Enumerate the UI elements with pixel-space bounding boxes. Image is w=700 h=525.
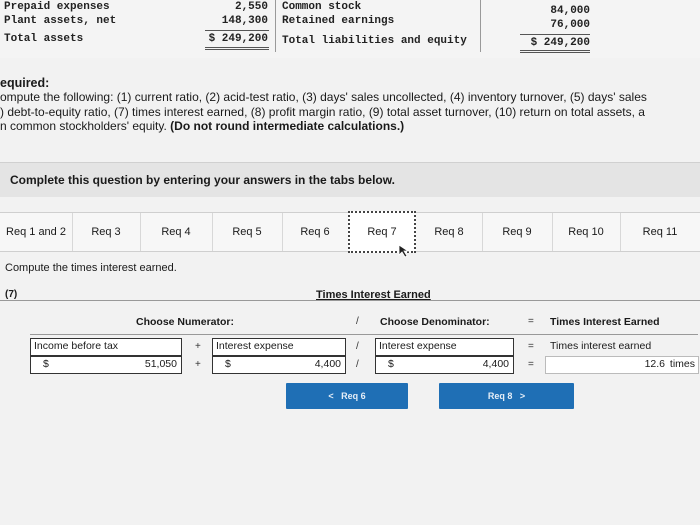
income-value: 51,050 [144, 358, 177, 370]
chevron-right-icon: > [519, 391, 526, 401]
required-line-3 [0, 119, 700, 134]
bs-row-1 [0, 0, 700, 15]
required-line-3-text: n common stockholders' equity. [0, 119, 167, 133]
instruction-bar [0, 162, 700, 197]
bs-left-value: 148,300 [221, 15, 268, 27]
tab-req-9[interactable]: Req 9 [482, 213, 553, 251]
tab-req-11[interactable]: Req 11 [642, 226, 678, 238]
tab-req-5[interactable]: Req 5 [212, 213, 283, 251]
required-line-1: ompute the following: (1) current ratio, (2) acid-test ratio, (3) days' sales uncollected, (4) inventory turnover, (5) days' sales [0, 90, 647, 104]
divide-symbol: / [356, 341, 359, 352]
numerator-select-2-label: Interest expense [216, 340, 294, 352]
balance-sheet [0, 0, 700, 58]
divide-symbol: / [356, 359, 359, 370]
interest-denominator-value: 4,400 [482, 358, 509, 370]
result-value: 12.6 [644, 358, 665, 370]
panel-title: Times Interest Earned [316, 289, 431, 301]
bs-left-value: 2,550 [234, 1, 268, 13]
required-heading: equired: [0, 76, 50, 90]
chevron-left-icon: < [328, 391, 334, 401]
plus-symbol: + [195, 359, 201, 370]
tab-req-6[interactable]: Req 6 [282, 213, 349, 251]
result-header: Times Interest Earned [550, 316, 660, 328]
tab-bar [0, 212, 700, 252]
tab-req-7[interactable]: Req 7 [348, 211, 416, 253]
next-req-label: Req 8 [487, 391, 513, 401]
bs-left-label: Prepaid expenses [4, 1, 110, 13]
tab-req-4[interactable]: Req 4 [140, 213, 213, 251]
part-number: (7) [5, 289, 18, 300]
bs-left-label: Plant assets, net [4, 15, 117, 27]
bs-right-value: 84,000 [550, 5, 590, 17]
bs-right-label: Common stock [282, 1, 362, 13]
bs-left-value: $ 249,200 [208, 33, 268, 45]
result-unit: times [669, 358, 695, 370]
interest-numerator-value: 4,400 [314, 358, 341, 370]
bs-left-label: Total assets [4, 33, 84, 45]
plus-symbol: + [195, 341, 201, 352]
numerator-select-1-label: Income before tax [34, 340, 119, 352]
question-prompt: Compute the times interest earned. [5, 262, 177, 274]
tab-req-8[interactable]: Req 8 [416, 213, 483, 251]
instruction-text: Complete this question by entering your answers in the tabs below. [10, 173, 395, 187]
bs-right-value: 76,000 [550, 19, 590, 31]
numerator-select-2[interactable] [212, 338, 346, 356]
equals-symbol: = [528, 341, 534, 352]
bs-right-value: $ 249,200 [530, 37, 590, 49]
required-note: (Do not round intermediate calculations.) [170, 119, 405, 133]
dollar-sign: $ [43, 358, 49, 370]
result-label: Times interest earned [550, 340, 652, 352]
required-text [0, 90, 700, 134]
required-line-2: ) debt-to-equity ratio, (7) times interest earned, (8) profit margin ratio, (9) total asset turnover, (10) return on total assets, a [0, 104, 645, 119]
answer-panel [0, 286, 700, 386]
dollar-sign: $ [225, 358, 231, 370]
bs-row-2 [0, 14, 700, 29]
denominator-select-label: Interest expense [379, 340, 457, 352]
numerator-header: Choose Numerator: [136, 316, 235, 328]
tab-req-3[interactable]: Req 3 [72, 213, 141, 251]
divide-symbol: / [356, 316, 359, 327]
income-input[interactable] [30, 356, 182, 374]
bs-right-label: Total liabilities and equity [282, 35, 467, 47]
numerator-select-1[interactable] [30, 338, 182, 356]
bs-right-label: Retained earnings [282, 15, 395, 27]
equals-symbol: = [528, 316, 534, 327]
tab-req-1-and-2[interactable]: Req 1 and 2 [0, 213, 73, 251]
denominator-header: Choose Denominator: [380, 316, 490, 328]
interest-numerator-input[interactable] [212, 356, 346, 374]
prev-req-button[interactable] [286, 383, 408, 409]
dollar-sign: $ [388, 358, 394, 370]
result-output [545, 356, 699, 374]
equals-symbol: = [528, 359, 534, 370]
prev-req-label: Req 6 [341, 391, 366, 401]
denominator-select[interactable] [375, 338, 514, 356]
interest-denominator-input[interactable] [375, 356, 514, 374]
bs-row-3 [0, 32, 700, 47]
tab-req-10[interactable]: Req 10 [552, 213, 621, 251]
mouse-cursor-icon [398, 244, 410, 258]
next-req-button[interactable] [439, 383, 574, 409]
